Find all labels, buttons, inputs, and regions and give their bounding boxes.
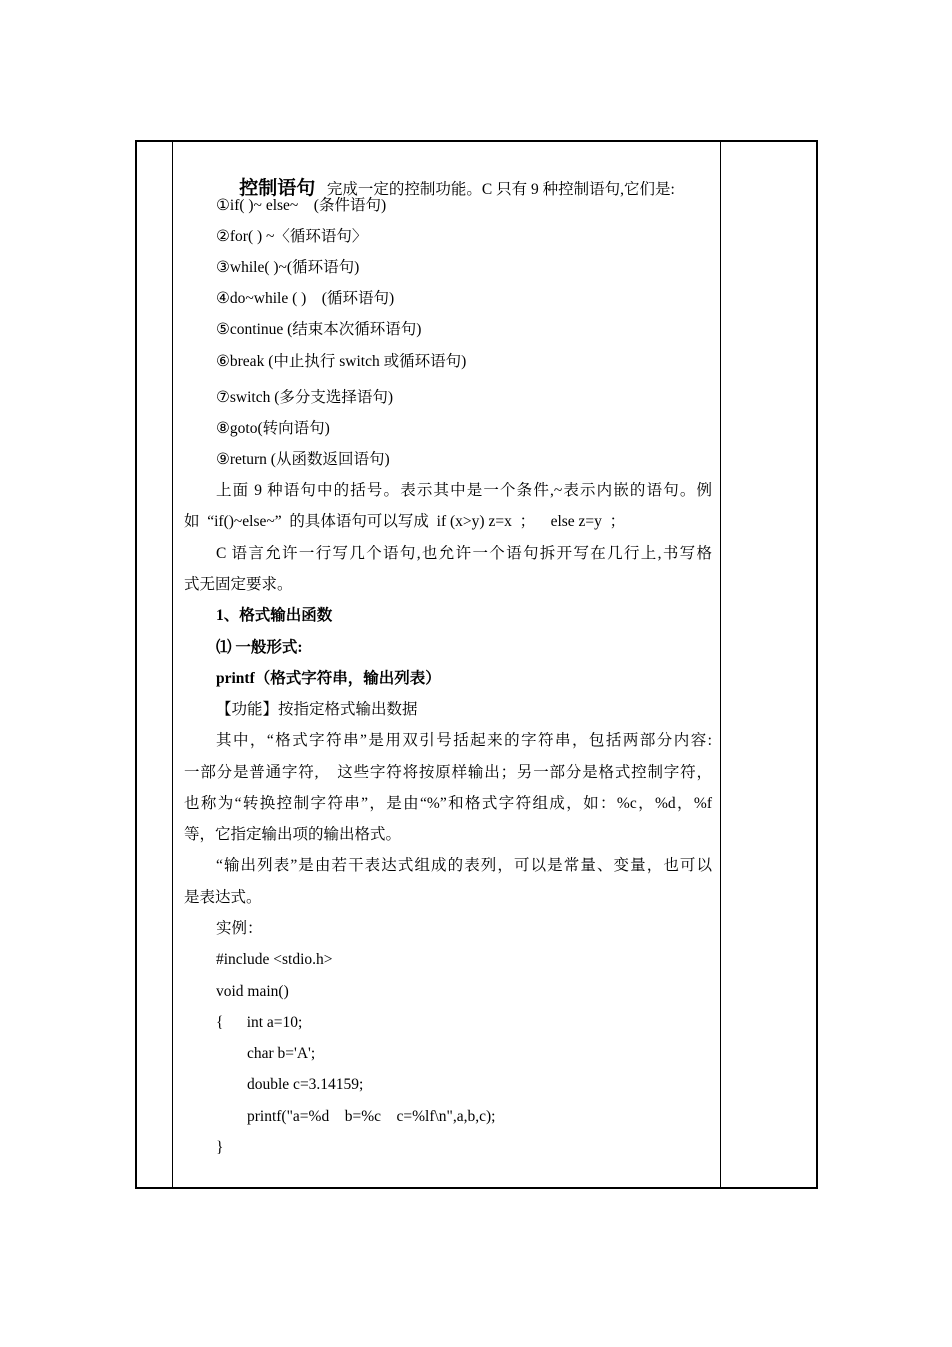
format-output-subtitle: ⑴ 一般形式:: [216, 639, 303, 656]
function-note: 【功能】按指定格式输出数据: [216, 701, 418, 718]
code-line: }: [216, 1139, 224, 1156]
left-column-divider: [172, 142, 173, 1187]
paragraph-line: 等，它指定输出项的输出格式。: [184, 826, 402, 843]
code-line: #include <stdio.h>: [216, 951, 333, 968]
code-line: char b='A';: [216, 1045, 316, 1062]
statement-item: ③while( )~(循环语句): [216, 259, 360, 276]
content-table: [135, 140, 818, 1189]
statement-item: ⑤continue (结束本次循环语句): [216, 321, 422, 338]
statement-item: ①if( )~ else~ (条件语句): [216, 197, 387, 214]
statement-item: ⑧goto(转向语句): [216, 420, 330, 437]
example-label: 实例：: [216, 920, 263, 937]
code-line: double c=3.14159;: [216, 1076, 364, 1093]
code-line: printf("a=%d b=%c c=%lf\n",a,b,c);: [216, 1108, 496, 1125]
paragraph-line: 式无固定要求。: [184, 576, 293, 593]
paragraph-line: 也称为“转换控制字符串”，是由“%”和格式字符组成，如：%c，%d，%f: [184, 795, 712, 812]
statement-item: ⑦switch (多分支选择语句): [216, 389, 394, 406]
code-line: { int a=10;: [216, 1014, 303, 1031]
section-intro: 完成一定的控制功能。C 只有 9 种控制语句,它们是:: [326, 181, 675, 198]
printf-syntax: printf（格式字符串，输出列表）: [216, 670, 441, 687]
statement-item: ④do~while ( ) (循环语句): [216, 290, 395, 307]
paragraph-line: 是表达式。: [184, 889, 262, 906]
paragraph-line: “输出列表”是由若干表达式组成的表列，可以是常量、变量，也可以: [216, 857, 712, 874]
paragraph-line: 如 “if()~else~” 的具体语句可以写成 if (x>y) z=x ； else z=y ；: [184, 513, 626, 530]
paragraph-line: 上面 9 种语句中的括号。表示其中是一个条件,~表示内嵌的语句。例: [216, 482, 712, 499]
paragraph-line: 一部分是普通字符, 这些字符将按原样输出；另一部分是格式控制字符，: [184, 764, 712, 781]
code-line: void main(): [216, 983, 289, 1000]
paragraph-line: 其中，“格式字符串”是用双引号括起来的字符串，包括两部分内容:: [216, 732, 712, 749]
statement-item: ⑥break (中止执行 switch 或循环语句): [216, 353, 467, 370]
statement-item: ⑨return (从函数返回语句): [216, 451, 390, 468]
right-column-divider: [720, 142, 721, 1187]
paragraph-line: C 语言允许一行写几个语句,也允许一个语句拆开写在几行上,书写格: [216, 545, 712, 562]
format-output-title: 1、格式输出函数: [216, 607, 333, 624]
section-heading: 控制语句: [239, 177, 316, 199]
statement-item: ②for( ) ~〈循环语句〉: [216, 228, 368, 245]
